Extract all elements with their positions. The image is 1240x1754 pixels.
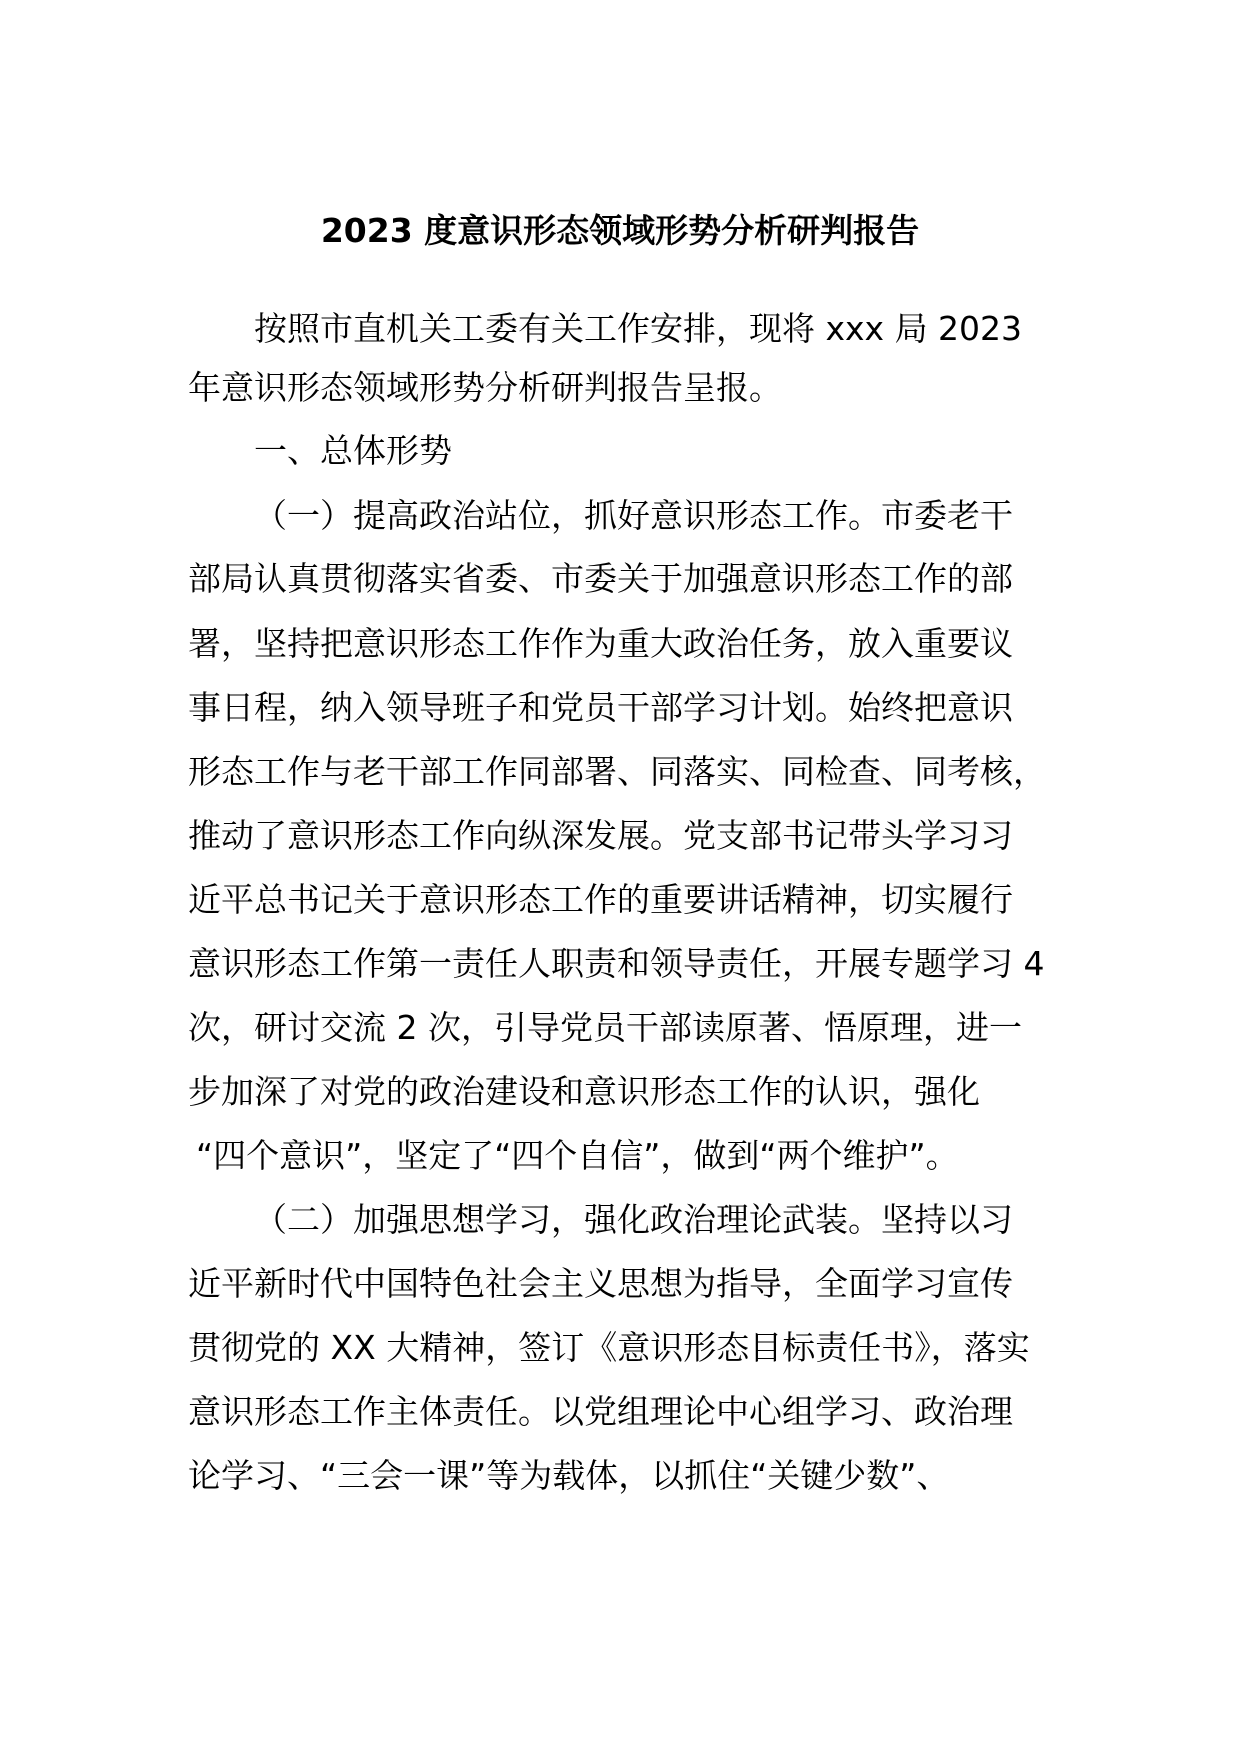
body-line: 步加深了对党的政治建设和意识形态工作的认识，强化: [188, 1072, 980, 1111]
body-line: （一）提高政治站位，抓好意识形态工作。市委老干: [254, 496, 1013, 535]
body-line: 意识形态工作第一责任人职责和领导责任，开展专题学习 4: [188, 944, 1045, 983]
body-line: 署，坚持把意识形态工作作为重大政治任务，放入重要议: [188, 624, 1013, 663]
body-line: 按照市直机关工委有关工作安排，现将 xxx 局 2023: [254, 309, 1023, 348]
body-line: 事日程，纳入领导班子和党员干部学习计划。始终把意识: [188, 688, 1013, 727]
body-line: 次，研讨交流 2 次，引导党员干部读原著、悟原理，进一: [188, 1008, 1022, 1047]
document-title: 2023 度意识形态领域形势分析研判报告: [320, 211, 920, 250]
section-heading: 一、总体形势: [254, 431, 452, 470]
body-line: “四个意识”，坚定了“四个自信”，做到“两个维护”。: [196, 1136, 959, 1175]
body-line: 近平新时代中国特色社会主义思想为指导，全面学习宣传: [188, 1264, 1013, 1303]
body-line: 意识形态工作主体责任。以党组理论中心组学习、政治理: [188, 1392, 1013, 1431]
body-line: 近平总书记关于意识形态工作的重要讲话精神，切实履行: [188, 880, 1013, 919]
body-line: 形态工作与老干部工作同部署、同落实、同检查、同考核，: [188, 752, 1046, 791]
body-line: 论学习、“三会一课”等为载体，以抓住“关键少数”、: [188, 1456, 950, 1495]
body-line: 推动了意识形态工作向纵深发展。党支部书记带头学习习: [188, 816, 1013, 855]
body-line: 年意识形态领域形势分析研判报告呈报。: [188, 368, 782, 407]
body-line: （二）加强思想学习，强化政治理论武装。坚持以习: [254, 1200, 1013, 1239]
body-line: 部局认真贯彻落实省委、市委关于加强意识形态工作的部: [188, 559, 1013, 598]
body-line: 贯彻党的 XX 大精神，签订《意识形态目标责任书》，落实: [188, 1328, 1030, 1367]
